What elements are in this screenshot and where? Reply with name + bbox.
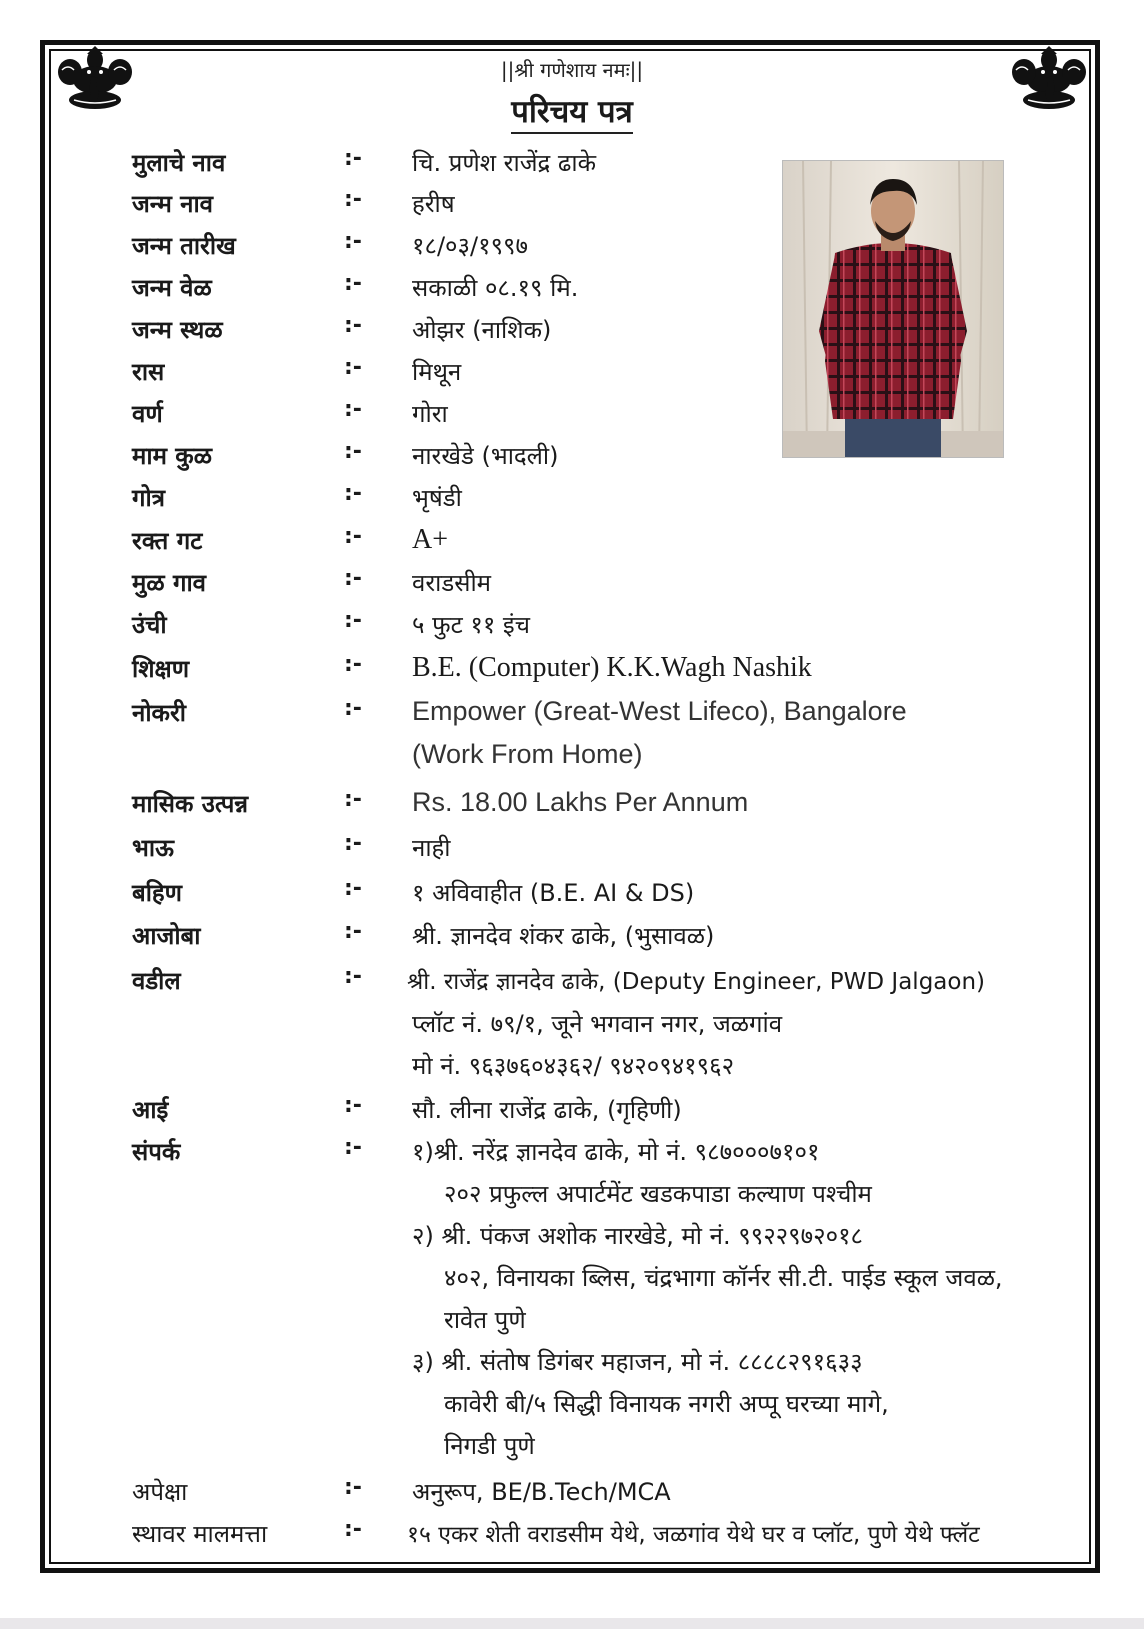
field-value: B.E. (Computer) K.K.Wagh Nashik <box>412 652 812 683</box>
field-value: Rs. 18.00 Lakhs Per Annum <box>412 787 749 817</box>
contact-line: निगडी पुणे <box>444 1432 535 1460</box>
field-label: रास <box>132 358 165 386</box>
field-separator: :- <box>344 652 362 677</box>
field-label: आजोबा <box>132 922 201 950</box>
field-separator: :- <box>344 1093 362 1118</box>
field-value: १५ एकर शेती वराडसीम येथे, जळगांव येथे घर व प्लॉट, पुणे येथे फ्लॅट <box>407 1522 980 1548</box>
field-separator: :- <box>344 964 362 989</box>
field-value: A+ <box>412 524 449 555</box>
contact-line: १)श्री. नरेंद्र ज्ञानदेव ढाके, मो नं. ९८७०००७१०१ <box>412 1138 820 1166</box>
field-value: श्री. ज्ञानदेव शंकर ढाके, (भुसावळ) <box>412 922 715 950</box>
field-label: रक्त गट <box>132 527 203 555</box>
field-value: १८/०३/१९९७ <box>412 232 529 260</box>
field-separator: :- <box>344 146 362 171</box>
field-value: नाही <box>412 834 451 862</box>
field-label: जन्म वेळ <box>132 274 212 302</box>
invocation-text: ||श्री गणेशाय नमः|| <box>500 58 644 82</box>
field-value: गोरा <box>412 400 448 428</box>
field-separator: :- <box>344 1475 362 1500</box>
contact-line: २०२ प्रफुल्ल अपार्टमेंट खडकपाडा कल्याण पश्चीम <box>444 1180 872 1208</box>
field-value: १ अविवाहीत (B.E. AI & DS) <box>412 879 695 907</box>
field-label: बहिण <box>132 879 183 907</box>
field-label: जन्म तारीख <box>132 232 236 260</box>
field-separator: :- <box>344 876 362 901</box>
field-separator: :- <box>344 187 362 212</box>
contact-line: ४०२, विनायका ब्लिस, चंद्रभागा कॉर्नर सी.टी. पाईड स्कूल जवळ, <box>444 1264 1003 1292</box>
field-label: जन्म नाव <box>132 190 214 218</box>
field-label: मुलाचे नाव <box>132 149 226 177</box>
field-separator: :- <box>344 524 362 549</box>
contact-line: कावेरी बी/५ सिद्धी विनायक नगरी अप्पू घरच्या मागे, <box>444 1390 889 1418</box>
field-value: Empower (Great-West Lifeco), Bangalore <box>412 696 907 726</box>
field-separator: :- <box>344 229 362 254</box>
field-value: ५ फुट ११ इंच <box>412 611 530 639</box>
page-title <box>0 90 1144 132</box>
field-separator: :- <box>344 1135 362 1160</box>
field-separator: :- <box>344 355 362 380</box>
field-separator: :- <box>344 919 362 944</box>
field-label: माम कुळ <box>132 442 212 470</box>
contact-line: रावेत पुणे <box>444 1306 526 1334</box>
field-separator: :- <box>344 566 362 591</box>
field-label: नोकरी <box>132 699 186 727</box>
contact-line: २) श्री. पंकज अशोक नारखेडे, मो नं. ९९२२९७२०१८ <box>412 1222 864 1250</box>
field-label: शिक्षण <box>132 655 190 683</box>
field-value: सकाळी ०८.१९ मि. <box>412 274 579 302</box>
field-separator: :- <box>344 1517 362 1542</box>
field-separator: :- <box>344 313 362 338</box>
field-label: गोत्र <box>132 484 165 512</box>
field-value: नारखेडे (भादली) <box>412 442 559 470</box>
field-label: संपर्क <box>132 1138 181 1166</box>
field-separator: :- <box>344 439 362 464</box>
field-value: वराडसीम <box>412 569 492 597</box>
field-separator: :- <box>344 397 362 422</box>
field-separator: :- <box>344 271 362 296</box>
field-label: अपेक्षा <box>132 1478 188 1506</box>
field-value: ओझर (नाशिक) <box>412 316 552 344</box>
field-label: स्थावर मालमत्ता <box>132 1520 268 1548</box>
field-separator: :- <box>344 831 362 856</box>
field-label: जन्म स्थळ <box>132 316 223 344</box>
field-label: मासिक उत्पन्न <box>132 790 249 818</box>
field-label: आई <box>132 1096 169 1124</box>
field-label: उंची <box>132 611 167 639</box>
field-value: मो नं. ९६३७६०४३६२/ ९४२०९४१९६२ <box>412 1052 735 1080</box>
field-value: चि. प्रणेश राजेंद्र ढाके <box>412 149 597 177</box>
field-value: सौ. लीना राजेंद्र ढाके, (गृहिणी) <box>412 1096 682 1124</box>
person-photo <box>782 160 1004 458</box>
field-separator: :- <box>344 787 362 812</box>
field-separator: :- <box>344 608 362 633</box>
title-text: परिचय पत्र <box>511 94 633 134</box>
field-label: वर्ण <box>132 400 163 428</box>
field-value: भृषंडी <box>412 484 462 512</box>
field-value: (Work From Home) <box>412 739 643 769</box>
field-label: भाऊ <box>132 834 174 862</box>
field-separator: :- <box>344 696 362 721</box>
contact-line: ३) श्री. संतोष डिगंबर महाजन, मो नं. ८८८८२९१६३३ <box>412 1348 863 1376</box>
field-label: मुळ गाव <box>132 569 207 597</box>
field-separator: :- <box>344 481 362 506</box>
field-value: श्री. राजेंद्र ज्ञानदेव ढाके, (Deputy Engineer, PWD Jalgaon) <box>407 969 986 995</box>
field-label: वडील <box>132 967 181 995</box>
field-value: प्लॉट नं. ७९/१, जूने भगवान नगर, जळगांव <box>412 1010 783 1038</box>
field-value: अनुरूप, BE/B.Tech/MCA <box>412 1478 671 1506</box>
field-value: मिथून <box>412 358 462 386</box>
field-value: हरीष <box>412 190 455 218</box>
